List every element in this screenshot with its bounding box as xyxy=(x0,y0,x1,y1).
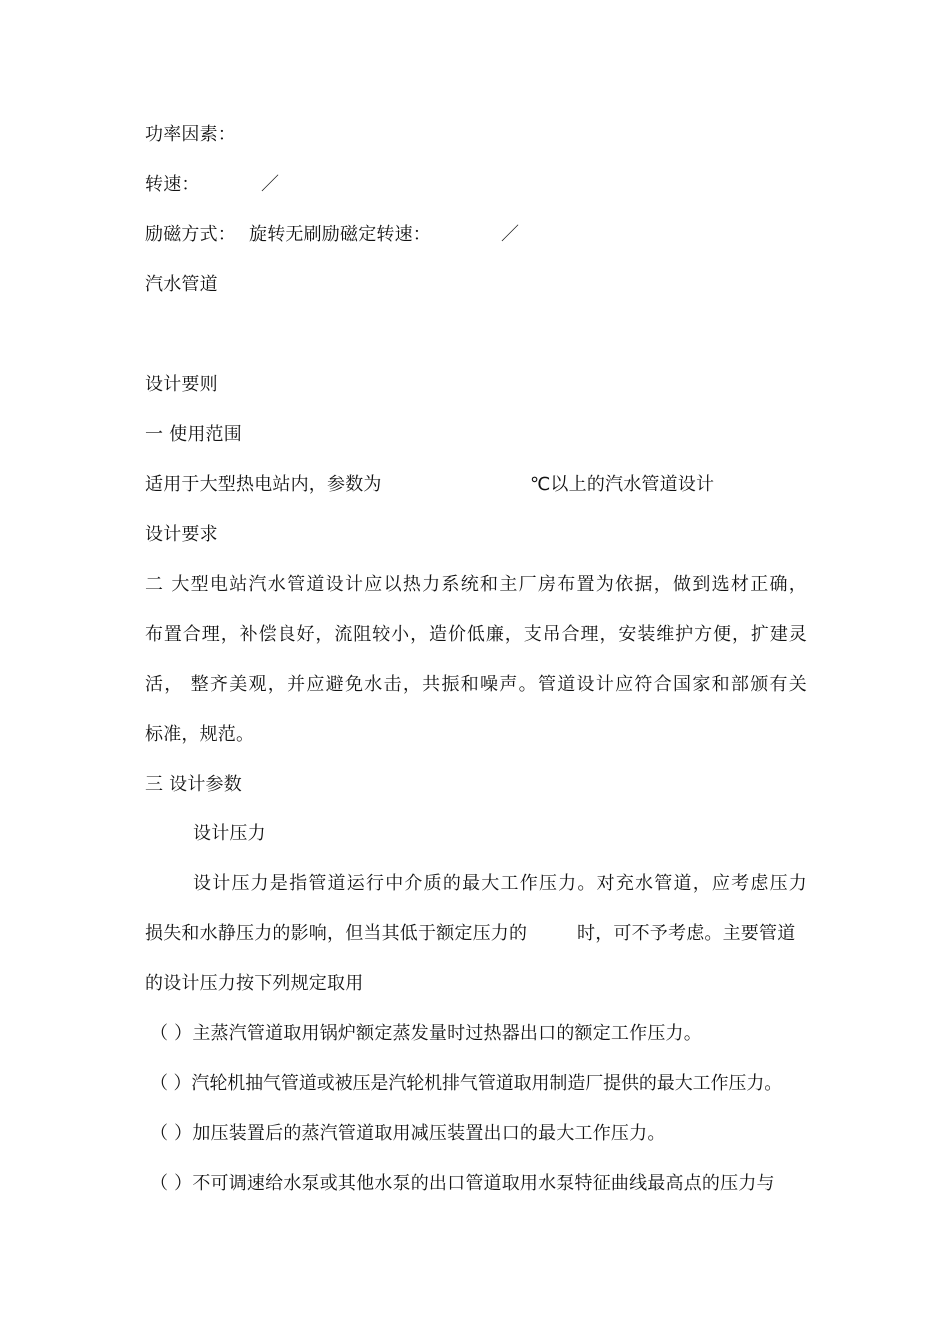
list-item: （ ）不可调速给水泵或其他水泵的出口管道取用水泵特征曲线最高点的压力与 xyxy=(150,1173,775,1194)
paragraph-line: 布置合理，补偿良好，流阻较小，造价低廉，支吊合理，安装维护方便，扩建灵 xyxy=(145,624,807,645)
design-rules-heading: 设计要则 xyxy=(145,374,218,395)
list-item: （ ）主蒸汽管道取用锅炉额定蒸发量时过热器出口的额定工作压力。 xyxy=(150,1023,702,1044)
excitation-label: 励磁方式： xyxy=(145,224,236,245)
steam-water-pipe-heading: 汽水管道 xyxy=(145,274,218,295)
scope-left: 适用于大型热电站内，参数为 xyxy=(145,474,382,495)
design-requirements-heading: 设计要求 xyxy=(145,524,218,545)
paragraph-left: 损失和水静压力的影响，但当其低于额定压力的 xyxy=(145,923,528,944)
paragraph-line: 的设计压力按下列规定取用 xyxy=(145,973,364,994)
paragraph-line: 活， 整齐美观，并应避免水击，共振和噪声。管道设计应符合国家和部颁有关 xyxy=(145,674,807,695)
paragraph-right: 时，可不予考虑。主要管道 xyxy=(577,923,796,944)
excitation-value: ／ xyxy=(501,224,520,245)
design-parameters-heading: 三 设计参数 xyxy=(145,774,242,795)
design-pressure-heading: 设计压力 xyxy=(193,823,266,844)
power-factor-line: 功率因素： xyxy=(145,124,236,145)
scope-right: ℃以上的汽水管道设计 xyxy=(530,474,715,495)
excitation-mid: 旋转无刷励磁定转速： xyxy=(249,224,431,245)
list-item: （ ）加压装置后的蒸汽管道取用减压装置出口的最大工作压力。 xyxy=(150,1123,666,1144)
speed-value: ／ xyxy=(261,174,280,195)
scope-heading: 一 使用范围 xyxy=(145,424,242,445)
list-item: （ ）汽轮机抽气管道或被压是汽轮机排气管道取用制造厂提供的最大工作压力。 xyxy=(150,1073,783,1094)
paragraph-line: 设计压力是指管道运行中介质的最大工作压力。对充水管道，应考虑压力 xyxy=(193,873,807,894)
speed-label: 转速： xyxy=(145,174,200,195)
paragraph-line: 标准，规范。 xyxy=(145,724,255,745)
paragraph-line: 二 大型电站汽水管道设计应以热力系统和主厂房布置为依据，做到选材正确， xyxy=(145,574,807,595)
